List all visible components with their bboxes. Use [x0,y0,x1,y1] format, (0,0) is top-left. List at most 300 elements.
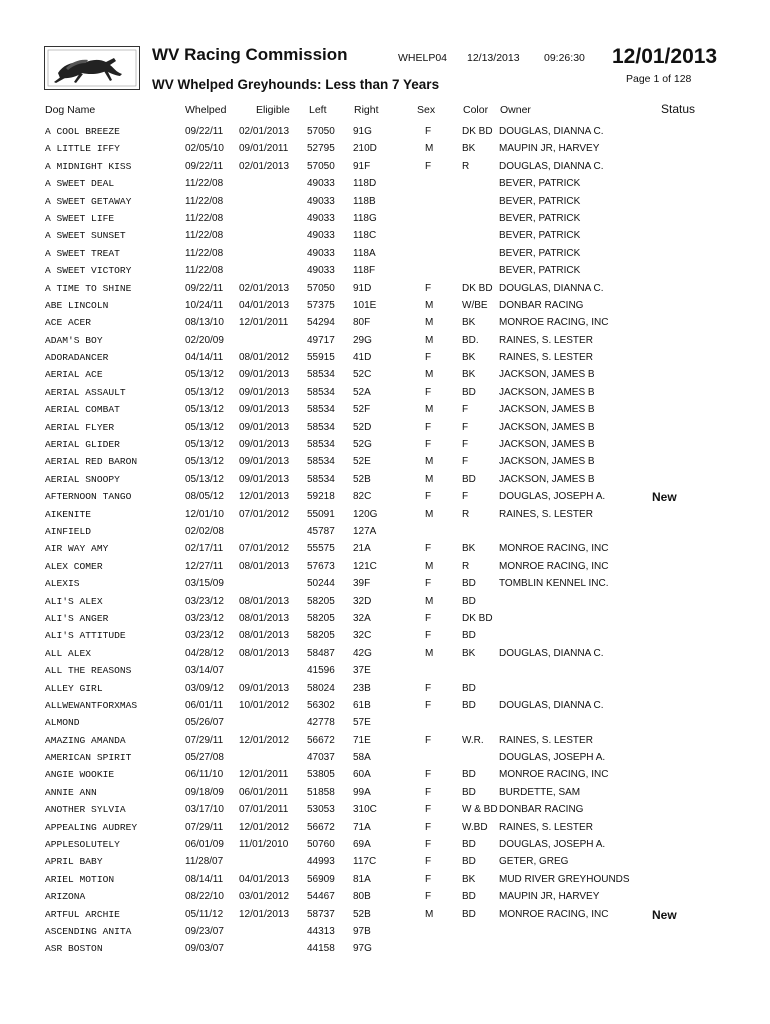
eligible-cell: 12/01/2012 [239,821,290,833]
right-cell: 21A [353,543,371,555]
right-cell: 52G [353,439,372,451]
dog-name-cell: A SWEET DEAL [45,178,115,190]
table-row [0,315,770,332]
sex-cell: M [425,508,434,520]
left-cell: 49033 [307,230,335,242]
eligible-cell: 08/01/2013 [239,630,290,642]
right-cell: 52B [353,473,371,485]
right-cell: 120G [353,508,378,520]
left-cell: 58205 [307,595,335,607]
left-cell: 49717 [307,334,335,346]
sex-cell: F [425,682,432,694]
right-cell: 81A [353,873,371,885]
left-cell: 57050 [307,160,335,172]
print-time: 09:26:30 [544,52,585,64]
left-cell: 44158 [307,943,335,955]
page-number: Page 1 of 128 [626,73,692,85]
dog-name-cell: AERIAL COMBAT [45,404,120,416]
left-cell: 58534 [307,404,335,416]
sex-cell: M [425,143,434,155]
right-cell: 91G [353,126,372,137]
whelped-cell: 03/14/07 [185,665,224,677]
table-row [0,263,770,280]
table-row [0,715,770,732]
sex-cell: F [425,421,432,433]
whelped-cell: 08/13/10 [185,317,224,329]
whelped-cell: 05/13/12 [185,404,224,416]
whelped-cell: 03/23/12 [185,612,224,624]
right-cell: 118D [353,178,377,190]
dog-name-cell: ANOTHER SYLVIA [45,804,126,816]
sex-cell: F [425,804,432,816]
table-row [0,767,770,784]
left-cell: 44313 [307,925,335,937]
right-cell: 29G [353,334,372,346]
color-cell: BK [462,143,476,155]
left-cell: 58024 [307,682,335,694]
left-cell: 49033 [307,212,335,224]
left-cell: 58534 [307,386,335,398]
eligible-cell: 03/01/2012 [239,891,290,903]
eligible-cell: 12/01/2012 [239,734,290,746]
left-cell: 58534 [307,456,335,468]
dog-name-cell: ALI'S ALEX [45,595,103,607]
owner-cell: GETER, GREG [499,856,569,868]
owner-cell: MAUPIN JR, HARVEY [499,143,600,155]
whelped-cell: 03/09/12 [185,682,224,694]
table-row [0,628,770,645]
color-cell: R [462,560,470,572]
table-row [0,785,770,802]
right-cell: 97B [353,925,371,937]
dog-name-cell: AERIAL ASSAULT [45,386,126,398]
left-cell: 49033 [307,265,335,277]
color-cell: BD [462,473,476,485]
color-cell: DK BD [462,282,493,294]
left-cell: 49033 [307,178,335,190]
dog-name-cell: ARIZONA [45,891,86,903]
whelped-cell: 08/22/10 [185,891,224,903]
whelped-cell: 09/22/11 [185,126,224,137]
right-cell: 52D [353,421,372,433]
column-header-left: Left [309,104,327,116]
owner-cell: RAINES, S. LESTER [499,334,593,346]
sex-cell: M [425,908,434,920]
color-cell: BK [462,369,476,381]
print-date: 12/13/2013 [467,52,520,64]
eligible-cell: 09/01/2013 [239,473,290,485]
table-row [0,733,770,750]
owner-cell: BEVER, PATRICK [499,230,581,242]
left-cell: 54294 [307,317,335,329]
owner-cell: JACKSON, JAMES B [499,456,595,468]
whelped-cell: 02/17/11 [185,543,224,555]
eligible-cell: 09/01/2013 [239,404,290,416]
eligible-cell: 09/01/2013 [239,439,290,451]
whelped-cell: 09/22/11 [185,282,224,294]
table-row [0,298,770,315]
dog-name-cell: ALI'S ANGER [45,612,109,624]
eligible-cell: 08/01/2013 [239,612,290,624]
dog-name-cell: AIR WAY AMY [45,543,109,555]
color-cell: BD [462,386,476,398]
dog-name-cell: A COOL BREEZE [45,126,120,137]
right-cell: 52A [353,386,371,398]
owner-cell: RAINES, S. LESTER [499,821,593,833]
dog-name-cell: A LITTLE IFFY [45,143,120,155]
left-cell: 41596 [307,665,335,677]
color-cell: BD [462,891,476,903]
right-cell: 41D [353,352,372,364]
dog-name-cell: ALLWEWANTFORXMAS [45,699,138,711]
owner-cell: BEVER, PATRICK [499,265,581,277]
left-cell: 42778 [307,717,335,729]
dog-name-cell: AINFIELD [45,525,92,537]
right-cell: 99A [353,786,371,798]
owner-cell: MONROE RACING, INC [499,560,609,572]
eligible-cell: 12/01/2013 [239,908,290,920]
dog-name-cell: ADORADANCER [45,352,109,364]
dog-name-cell: ABE LINCOLN [45,299,109,311]
sex-cell: F [425,873,432,885]
right-cell: 91D [353,282,372,294]
eligible-cell: 09/01/2013 [239,421,290,433]
left-cell: 58205 [307,630,335,642]
eligible-cell: 07/01/2011 [239,804,289,816]
right-cell: 52F [353,404,371,416]
sex-cell: M [425,456,434,468]
sex-cell: F [425,491,432,503]
right-cell: 118B [353,195,376,207]
eligible-cell: 07/01/2012 [239,543,290,555]
right-cell: 42G [353,647,372,659]
table-row [0,472,770,489]
right-cell: 97G [353,943,372,955]
right-cell: 80F [353,317,371,329]
sex-cell: M [425,647,434,659]
column-header-color: Color [463,104,489,116]
right-cell: 39F [353,578,371,590]
column-header-right: Right [354,104,379,116]
sex-cell: M [425,404,434,416]
whelped-cell: 09/03/07 [185,943,224,955]
eligible-cell: 02/01/2013 [239,126,290,137]
dog-name-cell: ARIEL MOTION [45,873,115,885]
eligible-cell: 08/01/2013 [239,647,290,659]
color-cell: R [462,160,470,172]
whelped-cell: 06/01/11 [185,699,224,711]
right-cell: 37E [353,665,371,677]
owner-cell: DOUGLAS, DIANNA C. [499,160,604,172]
column-header-status: Status [661,102,696,116]
left-cell: 49033 [307,247,335,259]
whelped-cell: 06/01/09 [185,839,224,851]
dog-name-cell: ALLEY GIRL [45,682,103,694]
right-cell: 310C [353,804,377,816]
left-cell: 56909 [307,873,335,885]
table-row [0,907,770,924]
table-row [0,611,770,628]
table-row [0,872,770,889]
left-cell: 55091 [307,508,335,520]
table-row [0,420,770,437]
table-row [0,524,770,541]
dog-name-cell: A SWEET LIFE [45,212,115,224]
whelped-cell: 07/29/11 [185,734,224,746]
sex-cell: M [425,560,434,572]
eligible-cell: 07/01/2012 [239,508,290,520]
report-subtitle: WV Whelped Greyhounds: Less than 7 Years [152,77,440,92]
whelped-cell: 09/18/09 [185,786,224,798]
table-row [0,350,770,367]
dog-name-cell: ALEX COMER [45,560,103,572]
owner-cell: DOUGLAS, DIANNA C. [499,126,604,137]
color-cell: BD [462,699,476,711]
eligible-cell: 12/01/2011 [239,317,289,329]
left-cell: 58205 [307,612,335,624]
left-cell: 58737 [307,908,335,920]
left-cell: 53805 [307,769,335,781]
right-cell: 60A [353,769,371,781]
left-cell: 57673 [307,560,335,572]
status-badge: New [652,490,677,505]
color-cell: BD [462,595,476,607]
eligible-cell: 11/01/2010 [239,839,289,851]
column-header-sex: Sex [417,104,436,116]
right-cell: 118G [353,212,377,224]
left-cell: 55915 [307,352,335,364]
whelped-cell: 11/22/08 [185,265,224,277]
sex-cell: M [425,334,434,346]
report-title: WV Racing Commission [152,45,348,64]
left-cell: 52795 [307,143,335,155]
left-cell: 55575 [307,543,335,555]
color-cell: W/BE [462,299,488,311]
whelped-cell: 11/22/08 [185,212,224,224]
sex-cell: F [425,543,432,555]
table-row [0,837,770,854]
eligible-cell: 09/01/2013 [239,682,290,694]
table-row [0,854,770,871]
report-code: WHELP04 [398,52,448,64]
whelped-cell: 09/23/07 [185,925,224,937]
color-cell: F [462,439,469,451]
right-cell: 91F [353,160,371,172]
whelped-cell: 02/05/10 [185,143,224,155]
table-row [0,194,770,211]
owner-cell: DOUGLAS, DIANNA C. [499,282,604,294]
dog-name-cell: AMERICAN SPIRIT [45,752,132,764]
owner-cell: DONBAR RACING [499,804,584,816]
table-row [0,246,770,263]
dog-name-cell: ARTFUL ARCHIE [45,908,120,920]
right-cell: 80B [353,891,371,903]
dog-name-cell: ALL THE REASONS [45,665,132,677]
table-row [0,402,770,419]
sex-cell: F [425,734,432,746]
eligible-cell: 09/01/2011 [239,143,289,155]
right-cell: 32A [353,612,371,624]
owner-cell: BEVER, PATRICK [499,178,581,190]
color-cell: F [462,456,469,468]
right-cell: 210D [353,143,377,155]
eligible-cell: 04/01/2013 [239,873,290,885]
whelped-cell: 11/22/08 [185,178,224,190]
whelped-cell: 05/13/12 [185,439,224,451]
color-cell: BK [462,352,476,364]
report-header [0,0,770,125]
dog-name-cell: AIKENITE [45,508,92,520]
table-row [0,750,770,767]
eligible-cell: 09/01/2013 [239,369,290,381]
sex-cell: F [425,352,432,364]
right-cell: 117C [353,856,377,868]
owner-cell: DOUGLAS, JOSEPH A. [499,839,606,851]
owner-cell: MONROE RACING, INC [499,908,609,920]
right-cell: 118F [353,265,376,277]
sex-cell: F [425,821,432,833]
sex-cell: F [425,282,432,294]
owner-cell: DOUGLAS, DIANNA C. [499,699,604,711]
left-cell: 50760 [307,839,335,851]
color-cell: BD [462,682,476,694]
color-cell: BD [462,908,476,920]
sex-cell: F [425,699,432,711]
whelped-cell: 02/02/08 [185,525,224,537]
color-cell: BK [462,543,476,555]
race-date: 12/01/2013 [612,45,718,68]
right-cell: 58A [353,752,371,764]
dog-name-cell: ALEXIS [45,578,80,590]
right-cell: 32D [353,595,372,607]
dog-name-cell: AERIAL SNOOPY [45,473,120,485]
dog-name-cell: AFTERNOON TANGO [45,491,132,503]
table-row [0,802,770,819]
whelped-cell: 07/29/11 [185,821,224,833]
left-cell: 57050 [307,126,335,137]
owner-cell: TOMBLIN KENNEL INC. [499,578,609,590]
right-cell: 52B [353,908,371,920]
color-cell: W & BD [462,804,498,816]
color-cell: W.R. [462,734,484,746]
column-header-whelped: Whelped [185,104,227,116]
whelped-cell: 09/22/11 [185,160,224,172]
table-row [0,681,770,698]
dog-name-cell: A SWEET VICTORY [45,265,132,277]
whelped-cell: 08/05/12 [185,491,224,503]
whelped-cell: 05/26/07 [185,717,224,729]
whelped-cell: 10/24/11 [185,299,224,311]
table-row [0,559,770,576]
dog-name-cell: ANNIE ANN [45,786,97,798]
left-cell: 50244 [307,578,335,590]
left-cell: 58534 [307,421,335,433]
dog-name-cell: A SWEET GETAWAY [45,195,132,207]
table-row [0,454,770,471]
table-row [0,333,770,350]
sex-cell: F [425,386,432,398]
whelped-cell: 11/22/08 [185,195,224,207]
owner-cell: RAINES, S. LESTER [499,352,593,364]
whelped-cell: 12/27/11 [185,560,224,572]
table-row [0,385,770,402]
dog-name-cell: AERIAL RED BARON [45,456,138,468]
table-row [0,576,770,593]
dog-name-cell: APPLESOLUTELY [45,839,120,851]
color-cell: F [462,421,469,433]
left-cell: 56672 [307,734,335,746]
sex-cell: F [425,856,432,868]
right-cell: 71A [353,821,371,833]
left-cell: 44993 [307,856,335,868]
left-cell: 56302 [307,699,335,711]
whelped-cell: 11/22/08 [185,247,224,259]
table-row [0,437,770,454]
eligible-cell: 08/01/2013 [239,560,290,572]
right-cell: 118A [353,247,376,259]
eligible-cell: 09/01/2013 [239,386,290,398]
dog-name-cell: AERIAL ACE [45,369,103,381]
table-row [0,159,770,176]
owner-cell: DOUGLAS, DIANNA C. [499,647,604,659]
table-row [0,507,770,524]
whelped-cell: 06/11/10 [185,769,224,781]
dog-name-cell: ASCENDING ANITA [45,925,132,937]
eligible-cell: 08/01/2013 [239,595,290,607]
eligible-cell: 10/01/2012 [239,699,290,711]
whelped-cell: 03/15/09 [185,578,224,590]
dog-name-cell: AMAZING AMANDA [45,734,126,746]
right-cell: 118C [353,230,377,242]
greyhound-table [0,124,770,959]
table-row [0,820,770,837]
right-cell: 61B [353,699,371,711]
table-row [0,924,770,941]
eligible-cell: 02/01/2013 [239,160,290,172]
owner-cell: BEVER, PATRICK [499,212,581,224]
right-cell: 52E [353,456,371,468]
left-cell: 58534 [307,439,335,451]
sex-cell: F [425,839,432,851]
column-header-dog-name: Dog Name [45,104,96,116]
color-cell: BK [462,647,476,659]
owner-cell: MUD RIVER GREYHOUNDS [499,873,630,885]
sex-cell: F [425,126,432,137]
left-cell: 59218 [307,491,335,503]
color-cell: BD. [462,334,479,346]
dog-name-cell: AERIAL GLIDER [45,439,120,451]
sex-cell: M [425,369,434,381]
color-cell: F [462,491,469,503]
left-cell: 51858 [307,786,335,798]
left-cell: 49033 [307,195,335,207]
owner-cell: JACKSON, JAMES B [499,473,595,485]
dog-name-cell: ALMOND [45,717,80,729]
eligible-cell: 09/01/2013 [239,456,290,468]
table-row [0,124,770,141]
whelped-cell: 05/13/12 [185,421,224,433]
dog-name-cell: A TIME TO SHINE [45,282,132,294]
owner-cell: MONROE RACING, INC [499,543,609,555]
color-cell: W.BD [462,821,488,833]
left-cell: 53053 [307,804,335,816]
table-row [0,281,770,298]
eligible-cell: 12/01/2011 [239,769,289,781]
sex-cell: F [425,160,432,172]
whelped-cell: 04/28/12 [185,647,224,659]
owner-cell: BEVER, PATRICK [499,195,581,207]
column-header-owner: Owner [500,104,531,116]
